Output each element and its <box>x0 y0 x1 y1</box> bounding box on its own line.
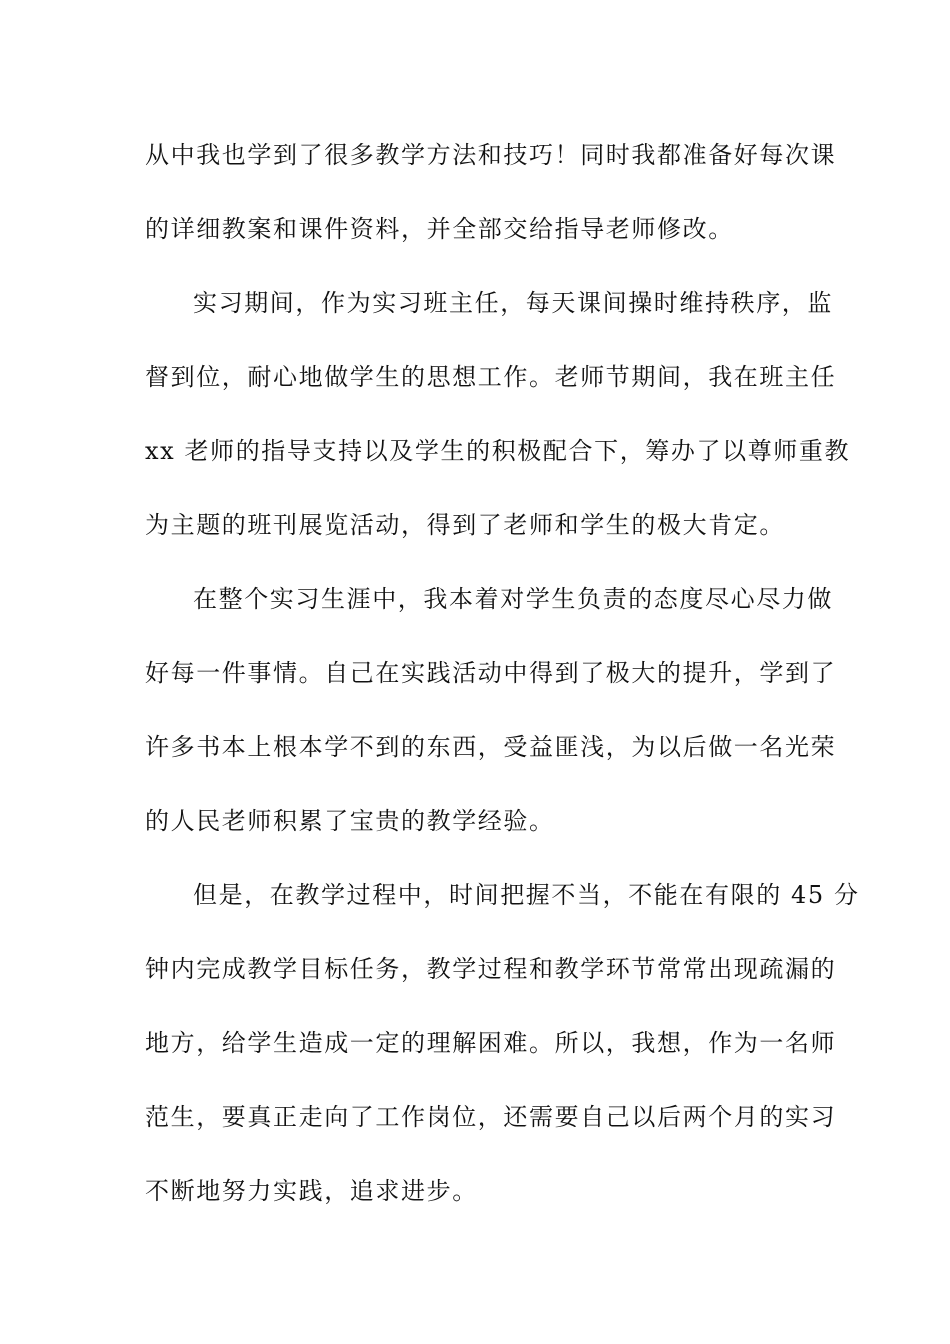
paragraph-start-line: 但是，在教学过程中，时间把握不当，不能在有限的 45 分 <box>193 881 860 909</box>
text-line: 督到位，耐心地做学生的思想工作。老师节期间，我在班主任 <box>145 363 837 391</box>
text-line: 钟内完成教学目标任务，教学过程和教学环节常常出现疏漏的 <box>145 955 837 983</box>
text-line: 的详细教案和课件资料，并全部交给指导老师修改。 <box>145 215 734 243</box>
text-line: 的人民老师积累了宝贵的教学经验。 <box>145 807 555 835</box>
paragraph-start-line: 在整个实习生涯中，我本着对学生负责的态度尽心尽力做 <box>193 585 833 613</box>
paragraph-start-line: 实习期间，作为实习班主任，每天课间操时维持秩序，监 <box>193 289 833 317</box>
text-line: 范生，要真正走向了工作岗位，还需要自己以后两个月的实习 <box>145 1103 837 1131</box>
text-line: 许多书本上根本学不到的东西，受益匪浅，为以后做一名光荣 <box>145 733 837 761</box>
text-line: 地方，给学生造成一定的理解困难。所以，我想，作为一名师 <box>145 1029 837 1057</box>
text-line: 为主题的班刊展览活动，得到了老师和学生的极大肯定。 <box>145 511 785 539</box>
text-line: 不断地努力实践，追求进步。 <box>145 1177 478 1205</box>
text-line: 好每一件事情。自己在实践活动中得到了极大的提升，学到了 <box>145 659 837 687</box>
text-line: 从中我也学到了很多教学方法和技巧！同时我都准备好每次课 <box>145 141 837 169</box>
document-body <box>145 125 860 1235</box>
text-line: xx 老师的指导支持以及学生的积极配合下，筹办了以尊师重教 <box>145 437 851 465</box>
